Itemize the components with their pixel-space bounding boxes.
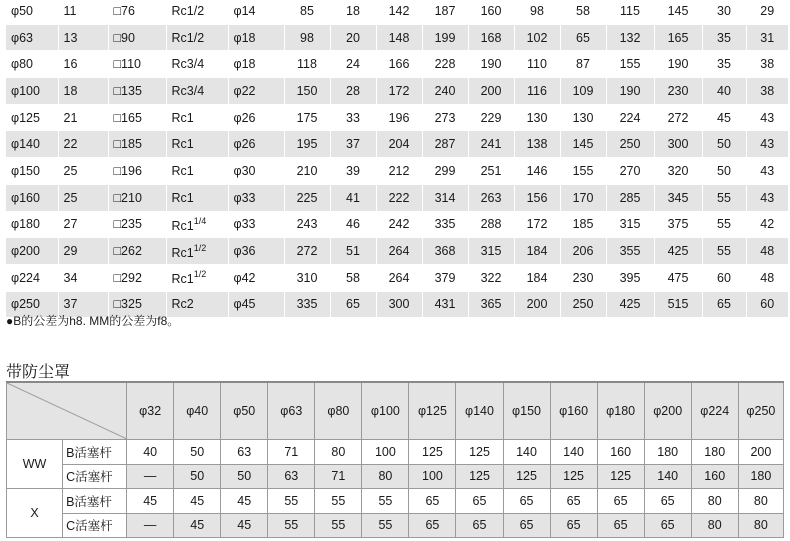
table-cell: 145	[654, 0, 702, 24]
table-cell: 310	[284, 264, 330, 291]
table-cell: □196	[108, 158, 166, 185]
table-cell: 50	[221, 464, 268, 489]
table-cell: 50	[174, 464, 221, 489]
table-cell: 320	[654, 158, 702, 185]
table-cell: 285	[606, 184, 654, 211]
table-cell: 365	[468, 291, 514, 318]
table-cell: φ26	[228, 131, 284, 158]
table-cell: 130	[514, 104, 560, 131]
table-cell: 190	[468, 51, 514, 78]
table-cell: 45	[221, 513, 268, 538]
table-cell: φ18	[228, 51, 284, 78]
table-cell: φ30	[228, 158, 284, 185]
table-cell: □325	[108, 291, 166, 318]
table-cell: 65	[409, 489, 456, 514]
table-row	[6, 104, 788, 131]
table-cell: 60	[746, 291, 788, 318]
table-cell: 65	[644, 513, 691, 538]
table-cell: 125	[503, 464, 550, 489]
table-cell: 140	[503, 440, 550, 465]
table-cell: 150	[284, 78, 330, 105]
table-cell: 65	[503, 489, 550, 514]
table-cell: 58	[560, 0, 606, 24]
table-cell: 29	[760, 3, 775, 18]
table-cell: 35	[702, 24, 746, 51]
table-cell: 230	[654, 78, 702, 105]
table-cell: 155	[606, 51, 654, 78]
table-cell: 45	[174, 489, 221, 514]
table-cell: 48	[746, 238, 788, 265]
table-cell: 109	[560, 78, 606, 105]
table-cell: 200	[738, 440, 783, 465]
table-row	[6, 211, 788, 238]
table-cell: 125	[409, 440, 456, 465]
table-cell: 63	[221, 440, 268, 465]
table-cell: 24	[330, 51, 376, 78]
table-cell: 240	[422, 78, 468, 105]
table-row	[6, 264, 788, 291]
table-cell: $Rc1^{1/4}$	[166, 211, 228, 238]
table-cell: 85	[284, 0, 330, 24]
table-cell: 200	[514, 291, 560, 318]
table-cell: 80	[362, 464, 409, 489]
table-cell: 230	[560, 264, 606, 291]
table-cell: 222	[376, 184, 422, 211]
table-cell: 80	[738, 489, 783, 514]
table-cell: φ250	[6, 291, 58, 318]
table-row	[6, 0, 788, 24]
dust-cover-table	[6, 381, 784, 538]
table-cell: 20	[330, 24, 376, 51]
table-cell: 27	[58, 211, 108, 238]
table-cell: 130	[560, 104, 606, 131]
table-cell: 65	[597, 513, 644, 538]
table-cell: 80	[738, 513, 783, 538]
table-cell: φ180	[6, 211, 58, 238]
table-cell: φ100	[6, 78, 58, 105]
table-cell: □110	[108, 51, 166, 78]
table-cell: φ36	[228, 238, 284, 265]
column-header: φ224	[691, 382, 738, 440]
table-cell: 116	[514, 78, 560, 105]
table-cell: 80	[691, 513, 738, 538]
column-header: φ80	[315, 382, 362, 440]
tolerance-note: ●B的公差为h8. MM的公差为f8。	[6, 314, 180, 328]
table-cell: 200	[468, 78, 514, 105]
table-cell: 55	[268, 489, 315, 514]
table-cell: 180	[644, 440, 691, 465]
table-cell: 55	[702, 184, 746, 211]
table-cell: 160	[691, 464, 738, 489]
table-cell: 206	[560, 238, 606, 265]
fraction-superscript: 1/2	[193, 269, 207, 280]
column-header: φ140	[456, 382, 503, 440]
table-cell: 87	[560, 51, 606, 78]
table-cell: 156	[514, 184, 560, 211]
table-cell: φ125	[6, 104, 58, 131]
table-cell: 21	[58, 104, 108, 131]
table-cell: 264	[376, 264, 422, 291]
table-cell: 16	[58, 51, 108, 78]
table-cell: Rc1	[166, 104, 228, 131]
table-cell: 28	[330, 78, 376, 105]
table-cell: 31	[746, 24, 788, 51]
table-cell: 251	[468, 158, 514, 185]
table-cell: 48	[760, 270, 775, 285]
table-cell: 18	[330, 0, 376, 24]
table-cell: 39	[330, 158, 376, 185]
fraction-superscript: 1/2	[193, 242, 207, 253]
table-cell: 187	[422, 0, 468, 24]
table-cell: φ200	[6, 238, 58, 265]
table-cell: 55	[315, 489, 362, 514]
table-cell: 315	[468, 238, 514, 265]
rod-type-label: B活塞杆	[63, 440, 127, 465]
table-cell: 45	[174, 513, 221, 538]
table-cell: 55	[702, 238, 746, 265]
table-cell: 125	[456, 464, 503, 489]
table-cell: 34	[58, 264, 108, 291]
table-cell: □262	[108, 238, 166, 265]
table-cell: 40	[702, 78, 746, 105]
table-cell: 212	[376, 158, 422, 185]
table-cell: φ140	[6, 131, 58, 158]
table-cell: 168	[468, 24, 514, 51]
table-cell: 145	[560, 131, 606, 158]
table-cell: 65	[560, 24, 606, 51]
table-cell: 125	[456, 440, 503, 465]
table-cell: 125	[550, 464, 597, 489]
table-cell: 65	[503, 513, 550, 538]
table-cell: 184	[514, 238, 560, 265]
table-cell: 11	[58, 0, 108, 24]
table-row	[6, 238, 788, 265]
table-cell: φ14	[228, 0, 284, 24]
table-cell: 100	[409, 464, 456, 489]
table-cell: 315	[606, 211, 654, 238]
column-header: φ160	[550, 382, 597, 440]
table-cell: 160	[597, 440, 644, 465]
column-header: φ125	[409, 382, 456, 440]
table-cell: 184	[514, 264, 560, 291]
table-cell: φ45	[228, 291, 284, 318]
table-cell: 270	[606, 158, 654, 185]
diagonal-header-cell	[7, 382, 127, 440]
table-cell: 98	[514, 0, 560, 24]
table-cell: 65	[644, 489, 691, 514]
table-cell: 65	[702, 291, 746, 318]
table-cell: 63	[268, 464, 315, 489]
table-cell: 142	[376, 0, 422, 24]
table-cell: 180	[738, 464, 783, 489]
table-cell: Rc2	[166, 291, 228, 318]
table-cell: 225	[284, 184, 330, 211]
table-row	[6, 184, 788, 211]
table-cell: 102	[514, 24, 560, 51]
table-cell: 224	[606, 104, 654, 131]
rod-type-label: B活塞杆	[63, 489, 127, 514]
table-cell: Rc3/4	[166, 51, 228, 78]
table-cell: 515	[654, 291, 702, 318]
table-cell: 65	[456, 489, 503, 514]
column-header: φ40	[174, 382, 221, 440]
table-row	[7, 464, 784, 489]
table-cell: 37	[58, 291, 108, 318]
table-cell: 118	[284, 51, 330, 78]
table-row	[6, 24, 788, 51]
table-cell: 40	[127, 440, 174, 465]
table-cell: 43	[746, 131, 788, 158]
table-cell: 51	[330, 238, 376, 265]
table-cell: 55	[702, 211, 746, 238]
rod-type-label: C活塞杆	[63, 513, 127, 538]
table-cell: 25	[58, 158, 108, 185]
table-cell: 299	[422, 158, 468, 185]
column-header: φ63	[268, 382, 315, 440]
table-cell: Rc1/2	[166, 0, 228, 24]
table-cell: Rc1/2	[166, 24, 228, 51]
table-cell: 138	[514, 131, 560, 158]
table-cell: 65	[330, 291, 376, 318]
table-row	[6, 78, 788, 105]
table-cell: 50	[702, 131, 746, 158]
table-cell: 190	[606, 78, 654, 105]
mark-cell: X	[7, 489, 63, 538]
table-cell: 140	[550, 440, 597, 465]
table-cell: 170	[560, 184, 606, 211]
table-row	[6, 158, 788, 185]
table-cell: □76	[108, 0, 166, 24]
table-cell: φ33	[228, 211, 284, 238]
rod-type-label: C活塞杆	[63, 464, 127, 489]
table-cell: 65	[550, 513, 597, 538]
table-cell: 65	[597, 489, 644, 514]
table-cell: φ42	[228, 264, 284, 291]
table-cell: 241	[468, 131, 514, 158]
table-cell: 65	[456, 513, 503, 538]
table-cell: 210	[284, 158, 330, 185]
table-cell: 55	[315, 513, 362, 538]
table-cell: 196	[376, 104, 422, 131]
table-cell: 165	[654, 24, 702, 51]
table-cell: φ63	[6, 24, 58, 51]
table-cell: 322	[468, 264, 514, 291]
table-cell: 29	[58, 238, 108, 265]
table-cell: 272	[284, 238, 330, 265]
table-cell: 175	[284, 104, 330, 131]
table-cell: 45	[221, 489, 268, 514]
table-cell: 46	[330, 211, 376, 238]
column-header: φ200	[644, 382, 691, 440]
table-cell: 166	[376, 51, 422, 78]
table-cell: 80	[315, 440, 362, 465]
table-cell: 250	[560, 291, 606, 318]
table-row	[7, 513, 784, 538]
table-cell: 395	[606, 264, 654, 291]
section-title: 带防尘罩	[6, 364, 71, 381]
table-cell: 45	[127, 489, 174, 514]
table-cell: φ50	[6, 0, 58, 24]
table-cell: —	[127, 464, 174, 489]
column-header: φ32	[127, 382, 174, 440]
table-cell: φ33	[228, 184, 284, 211]
table-cell: 50	[702, 158, 746, 185]
table-cell: φ160	[6, 184, 58, 211]
table-cell: 375	[654, 211, 702, 238]
dimension-table	[6, 0, 788, 318]
column-header: φ50	[221, 382, 268, 440]
table-cell: 98	[284, 24, 330, 51]
table-cell: 475	[654, 264, 702, 291]
table-cell: 345	[654, 184, 702, 211]
table-cell: 13	[58, 24, 108, 51]
table-cell: 355	[606, 238, 654, 265]
table-cell: 146	[514, 158, 560, 185]
table-cell: 273	[422, 104, 468, 131]
table-cell: □185	[108, 131, 166, 158]
table-cell: 272	[654, 104, 702, 131]
table-cell: 65	[409, 513, 456, 538]
table-cell: 58	[330, 264, 376, 291]
table-cell: 204	[376, 131, 422, 158]
table-cell: 228	[422, 51, 468, 78]
table-cell: 132	[606, 24, 654, 51]
table-cell: 125	[597, 464, 644, 489]
table-cell: □135	[108, 78, 166, 105]
table-cell: 110	[514, 51, 560, 78]
table-row	[7, 489, 784, 514]
table-cell: —	[127, 513, 174, 538]
table-cell: 115	[606, 0, 654, 24]
table-cell: 335	[284, 291, 330, 318]
table-cell: 55	[268, 513, 315, 538]
table-cell: 71	[315, 464, 362, 489]
table-cell: 22	[58, 131, 108, 158]
table-cell: 43	[760, 110, 775, 125]
table-cell: 148	[376, 24, 422, 51]
table-cell: 42	[760, 217, 775, 232]
table-cell: □235	[108, 211, 166, 238]
table-cell: 35	[702, 51, 746, 78]
table-cell: 195	[284, 131, 330, 158]
table-cell: φ224	[6, 264, 58, 291]
table-cell: 425	[606, 291, 654, 318]
table-cell: 263	[468, 184, 514, 211]
table-cell: 37	[330, 131, 376, 158]
table-cell: 250	[606, 131, 654, 158]
table-cell: 25	[58, 184, 108, 211]
table-cell: 180	[691, 440, 738, 465]
table-cell: 60	[702, 264, 746, 291]
table-cell: 242	[376, 211, 422, 238]
table-cell: 38	[760, 57, 775, 72]
table-cell: 30	[702, 0, 746, 24]
table-cell: 229	[468, 104, 514, 131]
table-cell: 100	[362, 440, 409, 465]
table-row	[6, 131, 788, 158]
fraction-superscript: 1/4	[193, 215, 207, 226]
table-cell: 155	[560, 158, 606, 185]
mark-cell: WW	[7, 440, 63, 489]
table-cell: 38	[746, 78, 788, 105]
table-cell: 288	[468, 211, 514, 238]
table-cell: 140	[644, 464, 691, 489]
table-cell: 33	[330, 104, 376, 131]
table-cell: 55	[362, 489, 409, 514]
table-cell: 172	[514, 211, 560, 238]
column-header: φ150	[503, 382, 550, 440]
table-cell: 431	[422, 291, 468, 318]
table-cell: 71	[268, 440, 315, 465]
column-header: φ100	[362, 382, 409, 440]
table-cell: 43	[760, 163, 775, 178]
table-row	[7, 440, 784, 465]
table-cell: 425	[654, 238, 702, 265]
column-header: φ180	[597, 382, 644, 440]
table-cell: □210	[108, 184, 166, 211]
table-cell: □90	[108, 24, 166, 51]
table-row	[6, 51, 788, 78]
table-cell: 45	[702, 104, 746, 131]
table-cell: Rc3/4	[166, 78, 228, 105]
table-cell: Rc1	[166, 131, 228, 158]
table-cell: φ18	[228, 24, 284, 51]
table-cell: 300	[376, 291, 422, 318]
table-cell: 368	[422, 238, 468, 265]
table-cell: 335	[422, 211, 468, 238]
table-cell: □292	[108, 264, 166, 291]
table-cell: 287	[422, 131, 468, 158]
table-cell: 264	[376, 238, 422, 265]
table-cell: φ22	[228, 78, 284, 105]
table-cell: $Rc1^{1/2}$	[166, 238, 228, 265]
table-cell: 190	[654, 51, 702, 78]
table-cell: 314	[422, 184, 468, 211]
table-cell: 160	[468, 0, 514, 24]
table-cell: φ26	[228, 104, 284, 131]
diagonal-line	[7, 383, 127, 439]
table-cell: Rc1	[166, 158, 228, 185]
table-cell: 65	[550, 489, 597, 514]
table-cell: 199	[422, 24, 468, 51]
table-cell: 50	[174, 440, 221, 465]
table-cell: 243	[284, 211, 330, 238]
table-cell: 55	[362, 513, 409, 538]
table-cell: 41	[330, 184, 376, 211]
table-cell: 379	[422, 264, 468, 291]
table-cell: 43	[746, 184, 788, 211]
table-cell: φ80	[6, 51, 58, 78]
column-header: φ250	[738, 382, 783, 440]
table-cell: 80	[691, 489, 738, 514]
table-cell: 300	[654, 131, 702, 158]
table-cell: $Rc1^{1/2}$	[166, 264, 228, 291]
table-cell: 18	[58, 78, 108, 105]
table-cell: 185	[560, 211, 606, 238]
table-cell: □165	[108, 104, 166, 131]
table-cell: Rc1	[166, 184, 228, 211]
table-cell: φ150	[6, 158, 58, 185]
table-cell: 172	[376, 78, 422, 105]
